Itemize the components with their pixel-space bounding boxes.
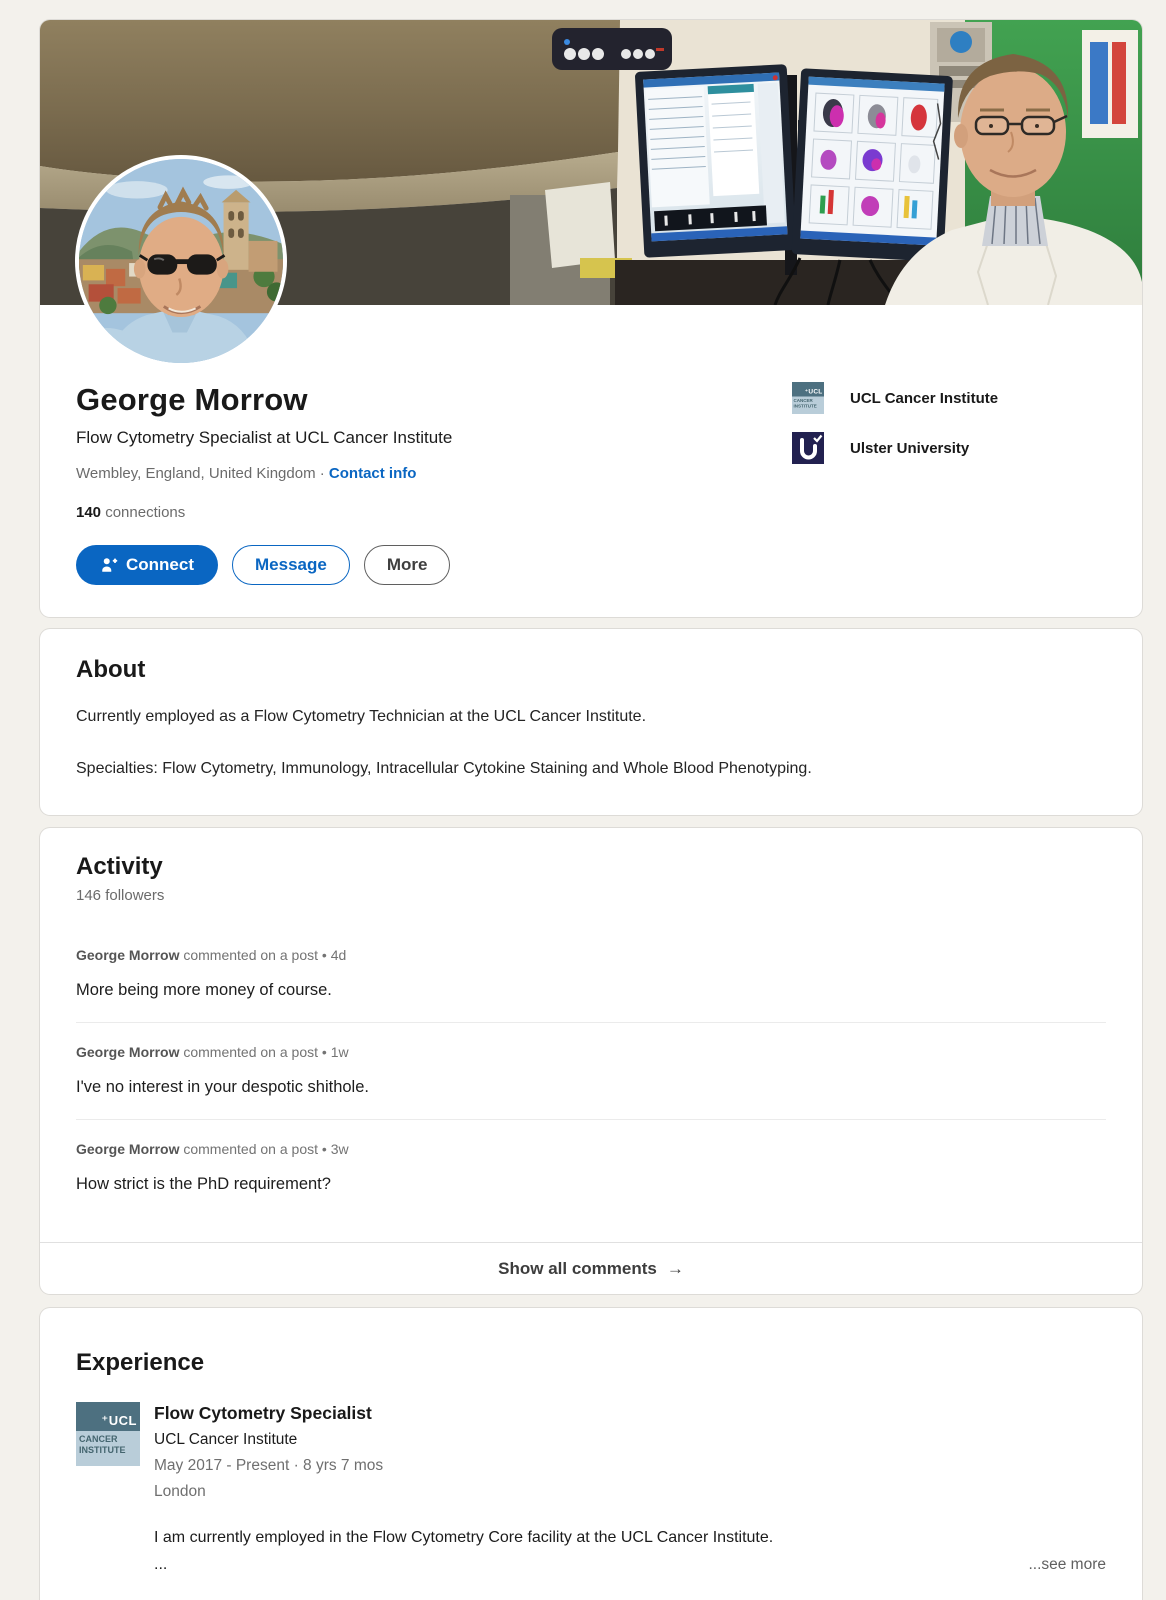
about-title: About [76,656,146,683]
ucl-logo-wordmark: ⁺UCL [792,382,824,397]
activity-bullet: • [321,1141,327,1157]
followers-count: 146 followers [76,887,165,904]
activity-bullet: • [321,947,327,963]
divider [76,1022,1106,1023]
experience-title: Experience [76,1349,205,1376]
activity-comment[interactable]: I've no interest in your despotic shithole. [76,1078,369,1096]
activity-comment[interactable]: How strict is the PhD requirement? [76,1175,331,1193]
see-more-link[interactable]: ...see more [1028,1556,1106,1573]
show-all-comments-button[interactable] [40,1242,1142,1294]
connections-count: 140 [76,504,102,521]
org-row-ucl-cancer-institute[interactable] [792,382,998,414]
profile-actions [76,545,1118,585]
experience-company: UCL Cancer Institute [154,1431,298,1448]
location-text: Wembley, England, United Kingdom [76,465,316,482]
ucl-logo-subtext: CANCER INSTITUTE [76,1431,140,1466]
experience-entry-body [154,1402,1106,1574]
more-button-label: More [386,555,428,574]
org-row-ulster-university[interactable] [792,432,998,464]
profile-name: George Morrow [76,382,308,417]
activity-items [40,946,1142,1196]
activity-item-meta [76,1140,1106,1158]
activity-card [40,828,1142,1294]
show-all-comments-label: Show all comments [498,1258,657,1278]
activity-title: Activity [76,853,163,880]
activity-author: George Morrow [76,1044,180,1060]
experience-description: I am currently employed in the Flow Cytometry Core facility at the UCL Cancer Institute. [154,1529,774,1546]
experience-role: Flow Cytometry Specialist [154,1403,372,1423]
ulster-university-logo [792,432,824,464]
ucl-cancer-institute-logo [792,382,824,414]
ulster-u-glyph [792,432,824,464]
activity-item-meta [76,946,1106,964]
organizations-rail [792,382,998,464]
experience-dates: May 2017 - Present · 8 yrs 7 mos [154,1457,384,1474]
experience-description-footer [154,1556,1106,1574]
about-paragraph: Currently employed as a Flow Cytometry Technician at the UCL Cancer Institute. [76,708,647,725]
profile-page-column [40,0,1142,1600]
activity-author: George Morrow [76,1141,180,1157]
description-ellipsis: ... [154,1556,168,1573]
ucl-cancer-institute-logo[interactable] [76,1402,140,1466]
profile-photo-illustration [79,159,287,367]
message-button[interactable] [232,545,350,585]
connections-link[interactable] [76,499,1118,527]
profile-headline: Flow Cytometry Specialist at UCL Cancer Institute [76,428,453,447]
arrow-right-icon: → [666,1258,684,1278]
org-label: UCL Cancer Institute [850,389,999,407]
connect-button-label: Connect [126,555,194,574]
activity-action: commented on a post [183,1141,318,1157]
person-plus-icon [100,556,118,574]
profile-location-row [76,461,1118,487]
activity-time: 1w [330,1044,349,1060]
connect-button[interactable] [76,545,218,585]
activity-time: 4d [330,947,347,963]
profile-photo[interactable] [75,155,287,367]
activity-item-meta [76,1043,1106,1061]
about-paragraph: Specialties: Flow Cytometry, Immunology, Intracellular Cytokine Staining and Whole Blood Phenotyping. [76,760,812,777]
activity-bullet: • [321,1044,327,1060]
experience-location: London [154,1483,206,1500]
divider [76,1119,1106,1120]
connections-label: connections [105,504,186,521]
activity-author: George Morrow [76,947,180,963]
experience-card [40,1308,1142,1600]
org-label: Ulster University [850,439,970,457]
activity-action: commented on a post [183,947,318,963]
ucl-logo-wordmark: ⁺UCL [76,1402,140,1431]
location-separator: · [319,465,325,482]
ucl-logo-subtext: CANCER INSTITUTE [792,397,824,415]
activity-time: 3w [330,1141,349,1157]
about-card [40,629,1142,815]
more-button[interactable] [364,545,451,585]
activity-action: commented on a post [183,1044,318,1060]
profile-card [40,20,1142,617]
message-button-label: Message [255,555,327,574]
activity-header [40,852,1142,906]
activity-comment[interactable]: More being more money of course. [76,981,332,999]
contact-info-link[interactable]: Contact info [328,465,417,482]
experience-entry [76,1402,1106,1574]
